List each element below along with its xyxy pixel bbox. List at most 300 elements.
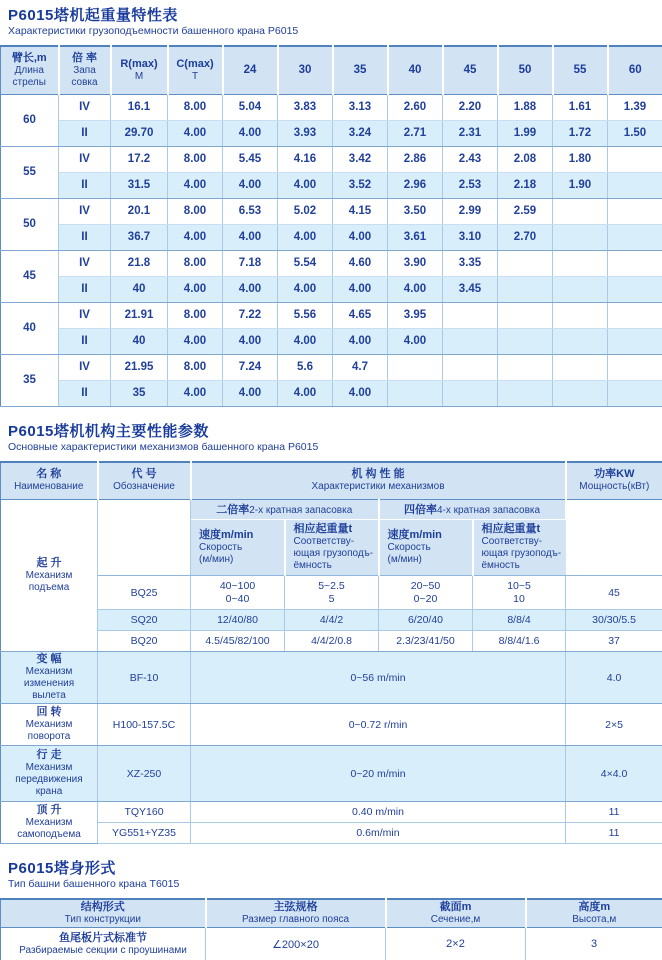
cell: 4.16	[278, 146, 333, 172]
cell	[443, 354, 498, 380]
cell: 8.00	[168, 302, 223, 328]
cell: 21.95	[111, 354, 168, 380]
cell: 8.00	[168, 198, 223, 224]
cell	[608, 328, 662, 354]
cell: 3.42	[333, 146, 388, 172]
value-cell: 0~20 m/min	[191, 746, 566, 802]
ru-text: вылета	[32, 690, 66, 701]
cell: 1.50	[608, 120, 662, 146]
table-row	[1, 928, 662, 960]
section2-subtitle: Основные характеристики механизмов башенного крана P6015	[8, 440, 319, 453]
ru-text: совка	[71, 76, 98, 88]
table-row	[1, 823, 662, 844]
section-load-capacity	[0, 7, 662, 407]
cell: 1.39	[608, 94, 662, 120]
code-cell: BQ20	[98, 631, 191, 652]
cell: 2.71	[388, 120, 443, 146]
cell: II	[59, 172, 111, 198]
cell: 2.70	[498, 224, 553, 250]
cell	[443, 302, 498, 328]
col-radius-35: 35	[333, 46, 388, 94]
table-row	[1, 652, 662, 704]
travel-label-cell	[1, 746, 98, 802]
cell	[443, 380, 498, 406]
power-cell: 11	[566, 823, 662, 844]
cell	[553, 328, 608, 354]
load-header	[473, 520, 566, 576]
cell: 7.24	[223, 354, 278, 380]
code-cell: XZ-250	[98, 746, 191, 802]
ru-text: Соответству-	[481, 536, 543, 547]
reeving-group-row	[1, 500, 662, 520]
code-cell: SQ20	[98, 610, 191, 631]
cell: 1.99	[498, 120, 553, 146]
cell: 4.00	[388, 328, 443, 354]
cn-text: 臂长,m	[11, 51, 47, 64]
cell: 40	[111, 276, 168, 302]
ru-text: Соответству-	[293, 536, 355, 547]
cell: 4.00	[388, 276, 443, 302]
col-section	[386, 899, 526, 928]
cell: 4.00	[333, 328, 388, 354]
cell: 8.00	[168, 250, 223, 276]
code-cell: BQ25	[98, 576, 191, 610]
ru-text: Характеристики механизмов	[311, 481, 445, 493]
cell: 29.70	[111, 120, 168, 146]
cell: 4.00	[223, 276, 278, 302]
value-line: 0~20	[413, 592, 438, 605]
cell	[608, 198, 662, 224]
cell: 36.7	[111, 224, 168, 250]
tower-body-table	[0, 898, 662, 960]
two-fall-header	[191, 500, 379, 520]
cell: 4.60	[333, 250, 388, 276]
cell: 3.83	[278, 94, 333, 120]
cell	[553, 276, 608, 302]
col-radius-30: 30	[278, 46, 333, 94]
ru-text: Высота,м	[572, 914, 617, 925]
value-line: 20~50	[410, 579, 441, 592]
code-cell: BF-10	[98, 652, 191, 704]
table-row	[1, 704, 662, 746]
cell	[443, 328, 498, 354]
col-name	[1, 462, 98, 500]
cn-text: 四倍率	[403, 503, 437, 516]
code-cell: H100-157.5C	[98, 704, 191, 746]
ru-text: Скорость	[199, 542, 243, 553]
cell: 4.00	[168, 172, 223, 198]
cell: 4.7	[333, 354, 388, 380]
structure-type-cell	[1, 928, 206, 960]
code-cell: TQY160	[98, 802, 191, 823]
cell	[608, 380, 662, 406]
cn-text: 高度m	[578, 901, 611, 913]
cell: 5.56	[278, 302, 333, 328]
cell: 8/8/4	[473, 610, 566, 631]
power-cell: 11	[566, 802, 662, 823]
hoist-label-cell	[1, 500, 98, 652]
col-boom-length	[1, 46, 59, 94]
cell	[553, 198, 608, 224]
section1-subtitle: Характеристики грузоподъемности башенного крана P6015	[8, 25, 299, 37]
col-chord-spec	[206, 899, 386, 928]
slewing-label-cell	[1, 704, 98, 746]
cell: 8/8/4/1.6	[473, 631, 566, 652]
cell: 1.88	[498, 94, 553, 120]
cell: 5.6	[278, 354, 333, 380]
table-row	[1, 276, 662, 302]
ru-text: ёмность	[481, 560, 520, 571]
cn-text: 行 走	[36, 749, 62, 761]
cell: II	[59, 328, 111, 354]
cn-text: 代 号	[131, 468, 157, 481]
cell: 5.02	[278, 198, 333, 224]
power-cell: 45	[566, 576, 662, 610]
ru-text: поворота	[27, 731, 71, 742]
cn-text: 相应起重量t	[481, 523, 541, 535]
speed-header	[379, 520, 473, 576]
cell: II	[59, 380, 111, 406]
cell: 2.53	[443, 172, 498, 198]
height-cell: 3	[590, 938, 598, 950]
col-radius-55: 55	[553, 46, 608, 94]
cell: 4.00	[223, 120, 278, 146]
ru-text: Мощность(кВт)	[579, 481, 650, 493]
power-cell: 4×4.0	[566, 746, 662, 802]
power-cell: 2×5	[566, 704, 662, 746]
section2-title: P6015塔机机构主要性能参数	[8, 422, 209, 440]
table-row	[1, 354, 662, 380]
col-height	[526, 899, 662, 928]
cell: 7.22	[223, 302, 278, 328]
col-radius-45: 45	[443, 46, 498, 94]
cell: 3.13	[333, 94, 388, 120]
ru-text: Наименование	[14, 481, 84, 493]
cn-text: 倍 率	[71, 51, 98, 64]
cell: 8.00	[168, 94, 223, 120]
speed-header	[191, 520, 285, 576]
cn-text: 截面m	[439, 901, 472, 913]
section-tower-body	[0, 860, 662, 960]
cell: 1.72	[553, 120, 608, 146]
table-header-row	[1, 899, 662, 928]
cell	[608, 172, 662, 198]
cell: II	[59, 120, 111, 146]
section3-subtitle: Тип башни башенного крана Т6015	[8, 878, 180, 890]
cell	[608, 302, 662, 328]
cn-text: 起 升	[36, 557, 62, 569]
section-cell: 2×2	[386, 928, 526, 960]
cell: 35	[111, 380, 168, 406]
cn-text: R(max)	[120, 57, 158, 70]
cell: 4.00	[278, 328, 333, 354]
cell	[608, 276, 662, 302]
table-row	[1, 746, 662, 802]
cell: 7.18	[223, 250, 278, 276]
cell: 4.00	[168, 276, 223, 302]
cell: 1.80	[553, 146, 608, 172]
section1-title: P6015塔机起重量特性表	[8, 7, 178, 24]
cell: 4.00	[333, 380, 388, 406]
table-row	[1, 610, 662, 631]
cell: 1.61	[553, 94, 608, 120]
value-line: 10~5	[507, 579, 531, 592]
cell: 4.00	[278, 276, 333, 302]
ru-text: Сечение,м	[430, 914, 481, 925]
cell: 4.00	[278, 172, 333, 198]
load-capacity-table	[0, 45, 662, 407]
cell: 6/20/40	[379, 610, 473, 631]
table-row	[1, 198, 662, 224]
cell: 4.00	[333, 224, 388, 250]
ru-text: Механизм	[25, 762, 73, 773]
cn-text: 变 幅	[36, 653, 62, 665]
cn-text: 速度m/min	[387, 529, 442, 541]
cell	[608, 250, 662, 276]
ru-text: подъема	[28, 582, 70, 593]
cell: II	[59, 224, 111, 250]
cell: 4.00	[223, 172, 278, 198]
cell: 17.2	[111, 146, 168, 172]
ru-text: ющая грузоподъ-	[293, 548, 374, 559]
cn-text: 结构形式	[80, 901, 125, 913]
cell: 2.18	[498, 172, 553, 198]
cell	[498, 276, 553, 302]
boom-length-cell: 55	[1, 146, 59, 198]
ru-text: ющая грузоподъ-	[481, 548, 562, 559]
cell: 3.24	[333, 120, 388, 146]
cell	[498, 380, 553, 406]
value-line: 5~2.5	[318, 579, 345, 592]
cell: 4.65	[333, 302, 388, 328]
cell	[498, 328, 553, 354]
ru-text: стрелы	[12, 76, 46, 88]
cell: 2.20	[443, 94, 498, 120]
boom-length-cell: 50	[1, 198, 59, 250]
cell: 2.31	[443, 120, 498, 146]
luffing-label-cell	[1, 652, 98, 704]
cell	[498, 302, 553, 328]
value-line: 0~40	[225, 592, 250, 605]
cell: 1.90	[553, 172, 608, 198]
cell: 2.99	[443, 198, 498, 224]
table-row	[1, 631, 662, 652]
load-header	[285, 520, 379, 576]
power-cell: 4.0	[566, 652, 662, 704]
cell: 3.10	[443, 224, 498, 250]
cell: 4.00	[168, 328, 223, 354]
table-row	[1, 250, 662, 276]
cell: 2.08	[498, 146, 553, 172]
cell	[608, 146, 662, 172]
jacking-label-cell	[1, 802, 98, 844]
cell: 3.35	[443, 250, 498, 276]
cell: IV	[59, 94, 111, 120]
col-radius-50: 50	[498, 46, 553, 94]
cn-text: 功率KW	[594, 468, 635, 481]
cell: 3.52	[333, 172, 388, 198]
cn-text: C(max)	[176, 57, 214, 70]
value-line: 10	[513, 592, 525, 605]
ru-text: Обозначение	[113, 481, 175, 493]
cell: 2.3/23/41/50	[379, 631, 473, 652]
cell: IV	[59, 198, 111, 224]
cell: 8.00	[168, 146, 223, 172]
cell: 3.93	[278, 120, 333, 146]
cell: 4.00	[168, 224, 223, 250]
value-cell: 0~56 m/min	[191, 652, 566, 704]
ru-text: Механизм	[25, 719, 73, 730]
cn-text: 鱼尾板片式标准节	[59, 931, 147, 944]
cell	[608, 224, 662, 250]
ru-text: крана	[35, 786, 63, 797]
code-cell: YG551+YZ35	[98, 823, 191, 844]
cell	[498, 250, 553, 276]
cell	[473, 576, 566, 610]
cell: 4.00	[223, 380, 278, 406]
chord-spec-cell: ∠200×20	[206, 928, 386, 960]
table-row	[1, 224, 662, 250]
col-reeving-ratio	[59, 46, 111, 94]
cn-text: 相应起重量t	[293, 523, 353, 535]
cell: 4.00	[168, 380, 223, 406]
cell: 6.53	[223, 198, 278, 224]
mechanisms-table	[0, 461, 662, 845]
cell: 2.86	[388, 146, 443, 172]
col-structure-type	[1, 899, 206, 928]
value-cell: 0.6m/min	[191, 823, 566, 844]
cell: IV	[59, 354, 111, 380]
cell: 3.95	[388, 302, 443, 328]
cell: 21.8	[111, 250, 168, 276]
ru-text: Тип конструкции	[64, 914, 141, 925]
col-radius-40: 40	[388, 46, 443, 94]
ru-text: (м/мин)	[387, 554, 422, 565]
ru-text: Механизм	[25, 666, 73, 677]
boom-length-cell: 60	[1, 94, 59, 146]
col-cmax	[168, 46, 223, 94]
col-radius-60: 60	[608, 46, 662, 94]
power-cell: 30/30/5.5	[566, 610, 662, 631]
cell: 21.91	[111, 302, 168, 328]
cell	[388, 380, 443, 406]
ru-text: Механизм	[25, 817, 73, 828]
power-cell: 37	[566, 631, 662, 652]
cell: 3.61	[388, 224, 443, 250]
value-cell: 0.40 m/min	[191, 802, 566, 823]
cell: 5.04	[223, 94, 278, 120]
cn-text: 回 转	[36, 706, 62, 718]
cell: 4.15	[333, 198, 388, 224]
table-row	[1, 172, 662, 198]
table-row	[1, 328, 662, 354]
cn-text: 速度m/min	[199, 529, 254, 541]
value-line: 40~100	[219, 579, 256, 592]
cn-text: 机 构 性 能	[351, 468, 405, 481]
cell	[498, 354, 553, 380]
cell: 5.45	[223, 146, 278, 172]
table-header-row	[1, 46, 662, 94]
cell	[553, 250, 608, 276]
cell	[379, 576, 473, 610]
cell	[553, 380, 608, 406]
cell: 4.00	[223, 328, 278, 354]
cell: 4.00	[168, 120, 223, 146]
cell: 5.54	[278, 250, 333, 276]
cn-text: 二倍率	[216, 503, 250, 516]
cell: 12/40/80	[191, 610, 285, 631]
cell: 2.59	[498, 198, 553, 224]
table-header-row	[1, 462, 662, 500]
cn-text: 顶 升	[36, 804, 62, 816]
cell	[553, 354, 608, 380]
cell: 3.50	[388, 198, 443, 224]
col-performance	[191, 462, 566, 500]
cell: 2.96	[388, 172, 443, 198]
section3-title: P6015塔身形式	[8, 860, 116, 877]
boom-length-cell: 40	[1, 302, 59, 354]
empty-cell	[98, 500, 191, 576]
cell: 40	[111, 328, 168, 354]
cell	[388, 354, 443, 380]
ru-text: 2-х кратная запасовка	[249, 504, 353, 516]
table-row	[1, 120, 662, 146]
cell: IV	[59, 302, 111, 328]
cell	[191, 576, 285, 610]
cell: 4/4/2/0.8	[285, 631, 379, 652]
ru-text: (м/мин)	[199, 554, 234, 565]
table-row	[1, 802, 662, 823]
col-rmax	[111, 46, 168, 94]
ru-text: 4-х кратная запасовка	[436, 504, 541, 516]
cell	[608, 354, 662, 380]
cell: 3.45	[443, 276, 498, 302]
cell: II	[59, 276, 111, 302]
ru-text: Механизм	[25, 570, 73, 581]
cell	[553, 224, 608, 250]
cell: 4.5/45/82/100	[191, 631, 285, 652]
cell: 4.00	[223, 224, 278, 250]
cell: 4.00	[278, 380, 333, 406]
ru-text: изменения	[23, 678, 75, 689]
col-power	[566, 462, 662, 500]
col-radius-24: 24	[223, 46, 278, 94]
section-mechanisms	[0, 423, 662, 845]
ru-text: Запа	[73, 64, 96, 76]
cell: 4/4/2	[285, 610, 379, 631]
boom-length-cell: 35	[1, 354, 59, 406]
ru-text: Разбираемые секции с проушинами	[19, 944, 187, 956]
cell	[285, 576, 379, 610]
cell: IV	[59, 146, 111, 172]
value-cell: 0~0.72 r/min	[191, 704, 566, 746]
col-code	[98, 462, 191, 500]
table-row	[1, 94, 662, 120]
cn-text: 名 称	[36, 468, 62, 481]
value-line: 5	[328, 592, 335, 605]
cell: 2.43	[443, 146, 498, 172]
cell: 4.00	[333, 276, 388, 302]
empty-cell	[566, 500, 662, 576]
cell: 20.1	[111, 198, 168, 224]
cell: 2.60	[388, 94, 443, 120]
cn-text: 主弦规格	[273, 901, 318, 913]
table-row	[1, 302, 662, 328]
table-row	[1, 576, 662, 610]
cell: 4.00	[278, 224, 333, 250]
ru-text: Длина	[14, 64, 44, 76]
ru-text: самоподъема	[17, 829, 81, 840]
